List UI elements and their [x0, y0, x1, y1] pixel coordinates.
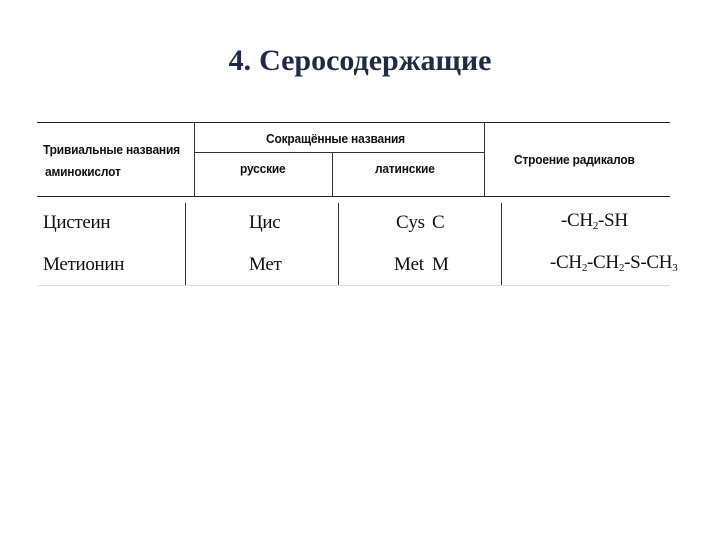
table-bottom-rule: [37, 285, 670, 286]
body-divider-1: [185, 203, 186, 285]
body-divider-3: [501, 203, 502, 285]
header-bottom-rule: [37, 196, 670, 197]
row-2-lat-one: M: [432, 254, 449, 275]
header-trivial-line1: Тривиальные названия: [43, 142, 180, 157]
header-latin: латинские: [375, 161, 435, 176]
slide-title-text: Серосодержащие: [259, 44, 492, 77]
row-1-lat-one: C: [432, 212, 445, 233]
body-divider-2: [338, 203, 339, 285]
row-1-structure: $-CH_2-SH$: [561, 210, 628, 232]
table-top-rule: [37, 122, 670, 123]
header-russian: русские: [240, 161, 286, 176]
header-divider-2: [332, 152, 333, 196]
header-divider-1: [194, 122, 195, 196]
row-2-structure: $-CH_2-CH_2-S-CH_3$: [550, 252, 678, 274]
row-1-ru: Цис: [249, 212, 281, 233]
header-divider-3: [484, 122, 485, 196]
row-1-lat-three: Cys: [396, 212, 425, 233]
header-trivial-line2: аминокислот: [45, 164, 121, 179]
header-structure: Строение радикалов: [514, 152, 635, 167]
row-2-lat-three: Met: [394, 254, 424, 275]
abbr-group-rule: [194, 152, 485, 153]
row-2-name: Метионин: [43, 254, 125, 275]
slide-number: 4.: [228, 44, 252, 77]
row-2-ru: Мет: [249, 254, 282, 275]
slide-title: [0, 44, 720, 78]
row-1-name: Цистеин: [43, 212, 111, 233]
amino-acid-table: [33, 121, 678, 287]
header-abbr-group: Сокращённые названия: [266, 131, 405, 146]
